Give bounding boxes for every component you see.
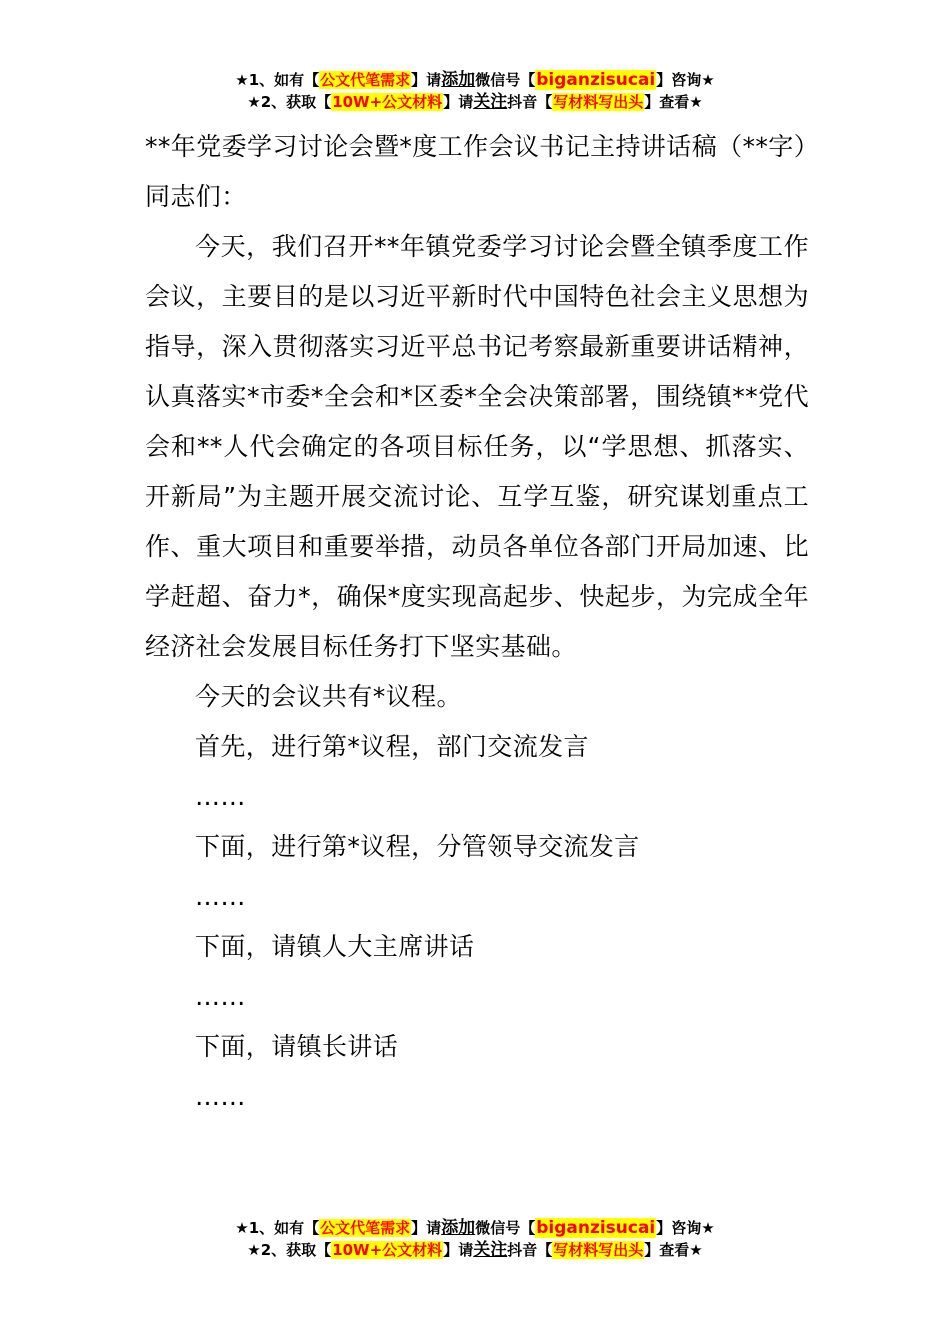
promo-text: 】请: [411, 71, 442, 89]
promo-line-2: [0, 91, 950, 113]
agenda-item-4: 下面，请镇长讲话: [195, 1032, 399, 1061]
agenda-intro: 今天的会议共有*议程。: [195, 682, 462, 711]
promo-text: 抖音【: [507, 93, 553, 111]
promo-banner-bottom: [0, 1217, 950, 1261]
agenda-item-2: 下面，进行第*议程，分管领导交流发言: [195, 832, 640, 861]
promo-line-1: [0, 69, 950, 91]
promo-highlight: 公文代笔需求: [320, 71, 411, 89]
promo-text: ★1、如有【: [235, 71, 320, 89]
agenda-item-1: 首先，进行第*议程，部门交流发言: [195, 732, 589, 761]
promo-highlight: 10W+公文材料: [332, 93, 443, 111]
promo-highlight: 公文代笔需求: [320, 1219, 411, 1237]
promo-text: 】查看★: [644, 93, 703, 111]
paragraph-opening: 今天，我们召开**年镇党委学习讨论会暨全镇季度工作会议，主要目的是以习近平新时代中国特色社会主义思想为指导，深入贯彻落实习近平总书记考察最新重要讲话精神，认真落实*市委*全会和*区委*全会决策部署，围绕镇**党代会和**人代会确定的各项目标任务，以“学思想、抓落实、开新局”为主题开展交流讨论、互学互鉴，研究谋划重点工作、重大项目和重要举措，动员各单位各部门开局加速、比学赶超、奋力*，确保*度实现高起步、快起步，为完成全年经济社会发展目标任务打下坚实基础。: [145, 232, 809, 661]
agenda-item-3: 下面，请镇人大主席讲话: [195, 932, 475, 961]
promo-highlight: 10W+公文材料: [332, 1241, 443, 1259]
promo-text: ★2、获取【: [247, 1241, 332, 1259]
promo-text: 微信号【: [475, 71, 536, 89]
promo-text: ★1、如有【: [235, 1219, 320, 1237]
document-body: [145, 122, 820, 1122]
promo-text: ★2、获取【: [247, 93, 332, 111]
promo-text: 】咨询★: [656, 1219, 715, 1237]
promo-line-2: [0, 1239, 950, 1261]
promo-text: 抖音【: [507, 1241, 553, 1259]
document-title: **年党委学习讨论会暨*度工作会议书记主持讲话稿（**字）: [145, 132, 820, 161]
promo-text: 】咨询★: [656, 71, 715, 89]
promo-text: 】请: [443, 93, 474, 111]
wechat-id-highlight: biganzisucai: [536, 70, 656, 90]
promo-line-1: [0, 1217, 950, 1239]
promo-underlined: 关注: [473, 1240, 508, 1260]
promo-text: 微信号【: [475, 1219, 536, 1237]
ellipsis: ……: [195, 982, 246, 1011]
promo-underlined: 关注: [473, 92, 508, 112]
promo-text: 】查看★: [644, 1241, 703, 1259]
promo-text: 】请: [443, 1241, 474, 1259]
salutation: 同志们：: [145, 182, 247, 211]
wechat-id-highlight: biganzisucai: [536, 1218, 656, 1238]
douyin-id-highlight: 写材料写出头: [553, 93, 644, 111]
promo-underlined: 添加: [441, 1218, 476, 1238]
ellipsis: ……: [195, 882, 246, 911]
ellipsis: ……: [195, 782, 246, 811]
douyin-id-highlight: 写材料写出头: [553, 1241, 644, 1259]
ellipsis: ……: [195, 1082, 246, 1111]
promo-underlined: 添加: [441, 70, 476, 90]
promo-text: 】请: [411, 1219, 442, 1237]
promo-banner-top: [0, 69, 950, 113]
